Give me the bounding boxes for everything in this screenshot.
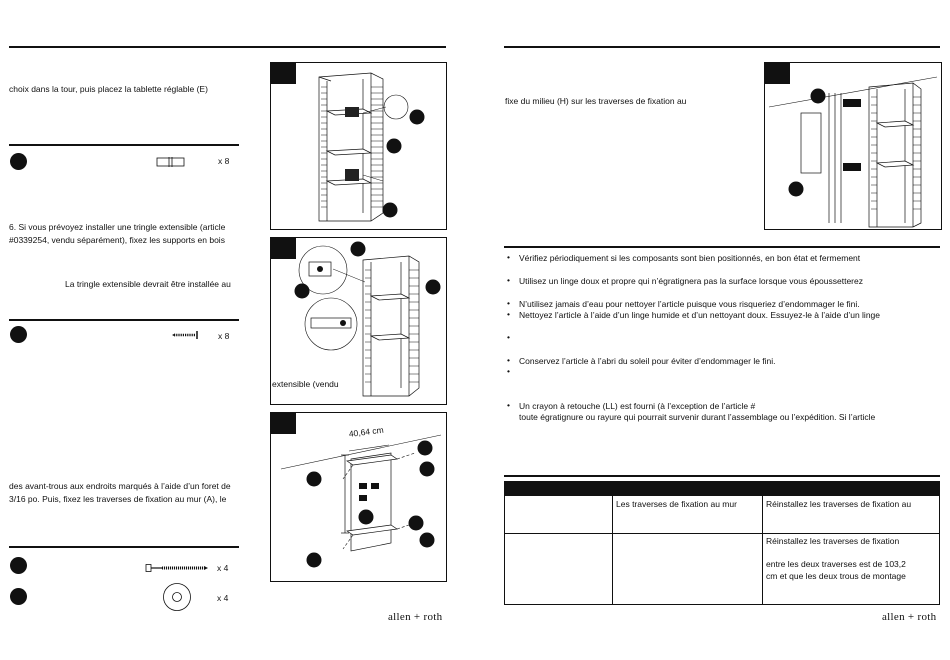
table-row-2-solution-3: cm et que les deux trous de montage: [766, 571, 906, 581]
figure-rod-supports: [270, 237, 447, 405]
care-item: N’utilisez jamais d’eau pour nettoyer l’article puisque vous risqueriez d’endommager le fini.: [519, 299, 860, 309]
table-col-divider: [612, 496, 613, 604]
left-header-rule: [9, 46, 446, 48]
table-row-2-solution-1: Réinstallez les traverses de fixation: [766, 536, 900, 546]
care-bullet: •: [507, 366, 510, 376]
care-section-rule: [504, 246, 940, 248]
middle-rail-drawing: [765, 63, 941, 229]
figure-adjustable-shelf: [270, 62, 447, 230]
hardware-qty-1: x 8: [218, 156, 230, 166]
table-header-bar: [505, 482, 939, 496]
care-item: Vérifiez périodiquement si les composants sont bien positionnés, en bon état et fermement: [519, 253, 861, 263]
rod-note-text: La tringle extensible devrait être installée au: [65, 279, 231, 289]
right-brand-logo: allen + roth: [882, 611, 937, 623]
care-bullet: •: [507, 400, 510, 410]
hardware-qty-4: x 4: [217, 593, 229, 603]
care-item: Conservez l’article à l’abri du soleil pour éviter d’endommager le fini.: [519, 356, 776, 366]
hardware-qty-2: x 8: [218, 331, 230, 341]
care-bullet: •: [507, 275, 510, 285]
dimension-label: 40,64 cm: [348, 424, 385, 439]
adjustable-shelf-text: choix dans la tour, puis placez la tablette réglable (E): [9, 84, 208, 94]
washer-icon: [162, 582, 192, 612]
care-item: Un crayon à retouche (LL) est fourni (à l’exception de l’article #: [519, 401, 756, 411]
part-bullet-icon: [10, 153, 27, 170]
part-bullet-icon: [10, 588, 27, 605]
table-row-1-solution: Réinstallez les traverses de fixation au: [766, 499, 912, 509]
part-bullet-icon: [10, 557, 27, 574]
care-bullet: •: [507, 252, 510, 262]
extensible-caption: extensible (vendu: [272, 379, 339, 389]
figure-wall-rails: [270, 412, 447, 582]
long-screw-icon: [145, 563, 209, 573]
care-bullet: •: [507, 298, 510, 308]
step6-line-1: 6. Si vous prévoyez installer une tringle extensible (article: [9, 222, 226, 232]
part-bullet-icon: [10, 326, 27, 343]
table-row-1-cause: Les traverses de fixation au mur: [616, 499, 737, 509]
screw-icon: [172, 330, 204, 340]
left-brand-logo: allen + roth: [388, 611, 443, 623]
troubleshooting-table: [504, 481, 940, 605]
pilot-holes-line-1: des avant-trous aux endroits marqués à l’aide d’un foret de: [9, 481, 231, 491]
care-bullet: •: [507, 309, 510, 319]
table-col-divider: [762, 496, 763, 604]
right-header-rule: [504, 46, 940, 48]
care-bullet: •: [507, 355, 510, 365]
hardware-rule-2: [9, 319, 239, 321]
hardware-rule-3: [9, 546, 239, 548]
care-bullet: •: [507, 332, 510, 342]
tower-shelf-drawing: [271, 63, 446, 229]
hardware-rule-1: [9, 144, 239, 146]
middle-rail-text: fixe du milieu (H) sur les traverses de fixation au: [505, 96, 687, 106]
care-item-continuation: toute égratignure ou rayure qui pourrait survenir durant l’assemblage ou l’expédition. Si l’article: [519, 412, 876, 422]
table-row-2-solution-2: entre les deux traverses est de 103,2: [766, 559, 906, 569]
pilot-holes-line-2: 3/16 po. Puis, fixez les traverses de fixation au mur (A), le: [9, 494, 227, 504]
step6-line-2: #0339254, vendu séparément), fixez les supports en bois: [9, 235, 225, 245]
figure-middle-rail: [764, 62, 942, 230]
care-item: Utilisez un linge doux et propre qui n’égratignera pas la surface lorsque vous époussetterez: [519, 276, 863, 286]
hardware-qty-3: x 4: [217, 563, 229, 573]
dowel-icon: [156, 156, 186, 168]
care-item: Nettoyez l’article à l’aide d’un linge humide et d’un nettoyant doux. Essuyez-le à l’aide d’un linge: [519, 310, 880, 320]
troubleshooting-rule: [504, 475, 940, 477]
